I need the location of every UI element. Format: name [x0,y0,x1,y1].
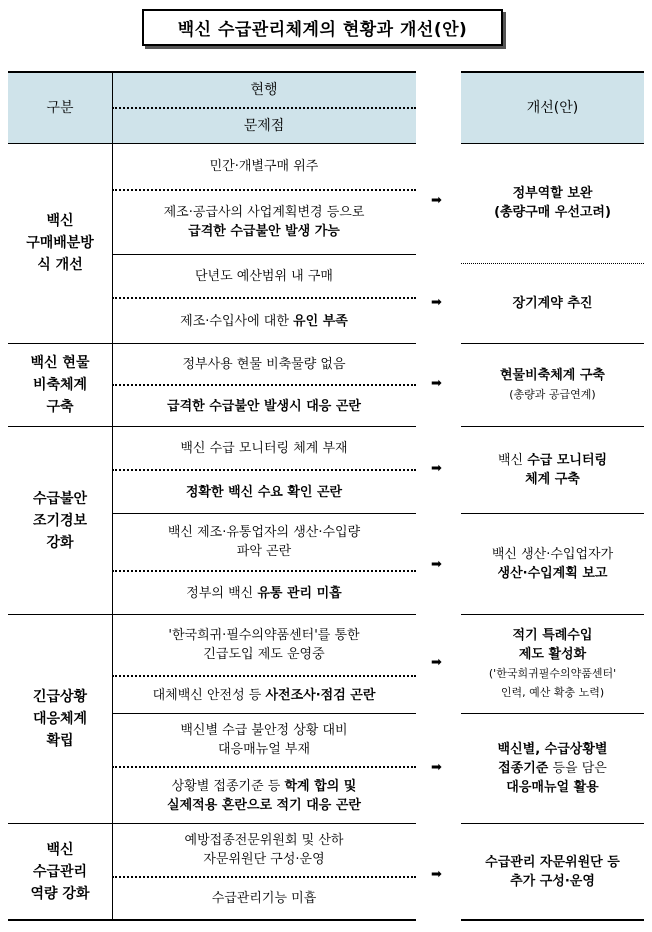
problem-item: 상황별 접종기준 등 학계 합의 및 실제적용 혼란으로 적기 대응 곤란 [167,778,361,813]
arrow-icon: ➡ [431,295,442,310]
section-category: 백신 구매배분방 식 개선 [26,213,94,273]
problem-item: 정부의 백신 유통 관리 미흡 [186,585,342,601]
problem-item: 수급관리기능 미흡 [211,891,317,906]
current-item: 단년도 예산범위 내 구매 [195,268,333,284]
arrow-icon: ➡ [431,461,442,476]
current-item: 백신 수급 모니터링 체계 부재 [180,440,348,456]
header-current: 현행 [250,81,278,98]
improvement-item: 정부역할 보완 (총량구매 우선고려) [494,186,611,220]
arrow-icon: ➡ [431,867,442,882]
improvement-table [461,71,644,921]
section-category: 백신 수급관리 역량 강화 [30,841,90,902]
arrow-icon: ➡ [431,557,442,572]
improvement-item: 장기계약 추진 [512,296,593,311]
current-item: 백신 제조·유통업자의 생산·수입량 파악 곤란 [167,525,361,559]
current-item: 민간·개별구매 위주 [209,158,319,174]
arrow-icon: ➡ [431,193,442,208]
improvement-item: 수급관리 자문위원단 등 추가 구성·운영 [485,854,620,889]
header-improvement: 개선(안) [526,99,579,116]
current-item: 정부사용 현물 비축물량 없음 [182,356,346,372]
section-category: 백신 현물 비축체계 구축 [30,355,90,415]
section-category: 수급불안 조기경보 강화 [32,490,88,551]
improvement-item: 백신 수급 모니터링 체계 구축 [497,453,608,487]
arrow-icon: ➡ [431,655,442,670]
improvement-item: 백신 생산·수입업자가 생산·수입계획 보고 [491,547,614,581]
current-table [8,71,416,921]
problem-item: 정확한 백신 수요 확인 곤란 [185,484,343,500]
improvement-item: 백신별, 수급상황별 접종기준 등을 담은 대응매뉴얼 활용 [497,742,608,795]
problem-item: 급격한 수급불안 발생시 대응 곤란 [167,398,361,414]
current-item: 예방접종전문위원회 및 산하 자문위원단 구성·운영 [184,833,344,867]
section-category: 긴급상황 대응체계 확립 [32,689,88,749]
header-category: 구분 [46,99,74,116]
problem-item: 제조·공급사의 사업계획변경 등으로 급격한 수급불안 발생 가능 [163,205,365,239]
improvement-item: 현물비축체계 구축 (총량과 공급연계) [500,368,605,401]
current-item: 백신별 수급 불안정 상황 대비 대응매뉴얼 부재 [180,723,348,757]
arrow-icon: ➡ [431,760,442,775]
page-title: 백신 수급관리체계의 현황과 개선(안) [142,9,503,46]
arrow-icon: ➡ [431,376,442,391]
problem-item: 대체백신 안전성 등 사전조사·점검 곤란 [152,687,376,703]
current-item: '한국희귀·필수의약품센터'를 통한 긴급도입 제도 운영중 [168,628,360,662]
problem-item: 제조·수입사에 대한 유인 부족 [180,313,348,329]
header-problem: 문제점 [243,117,285,134]
improvement-item: 적기 특례수입 제도 활성화 ('한국희귀필수의약품센터' 인력, 예산 확충 노력) [488,628,617,699]
